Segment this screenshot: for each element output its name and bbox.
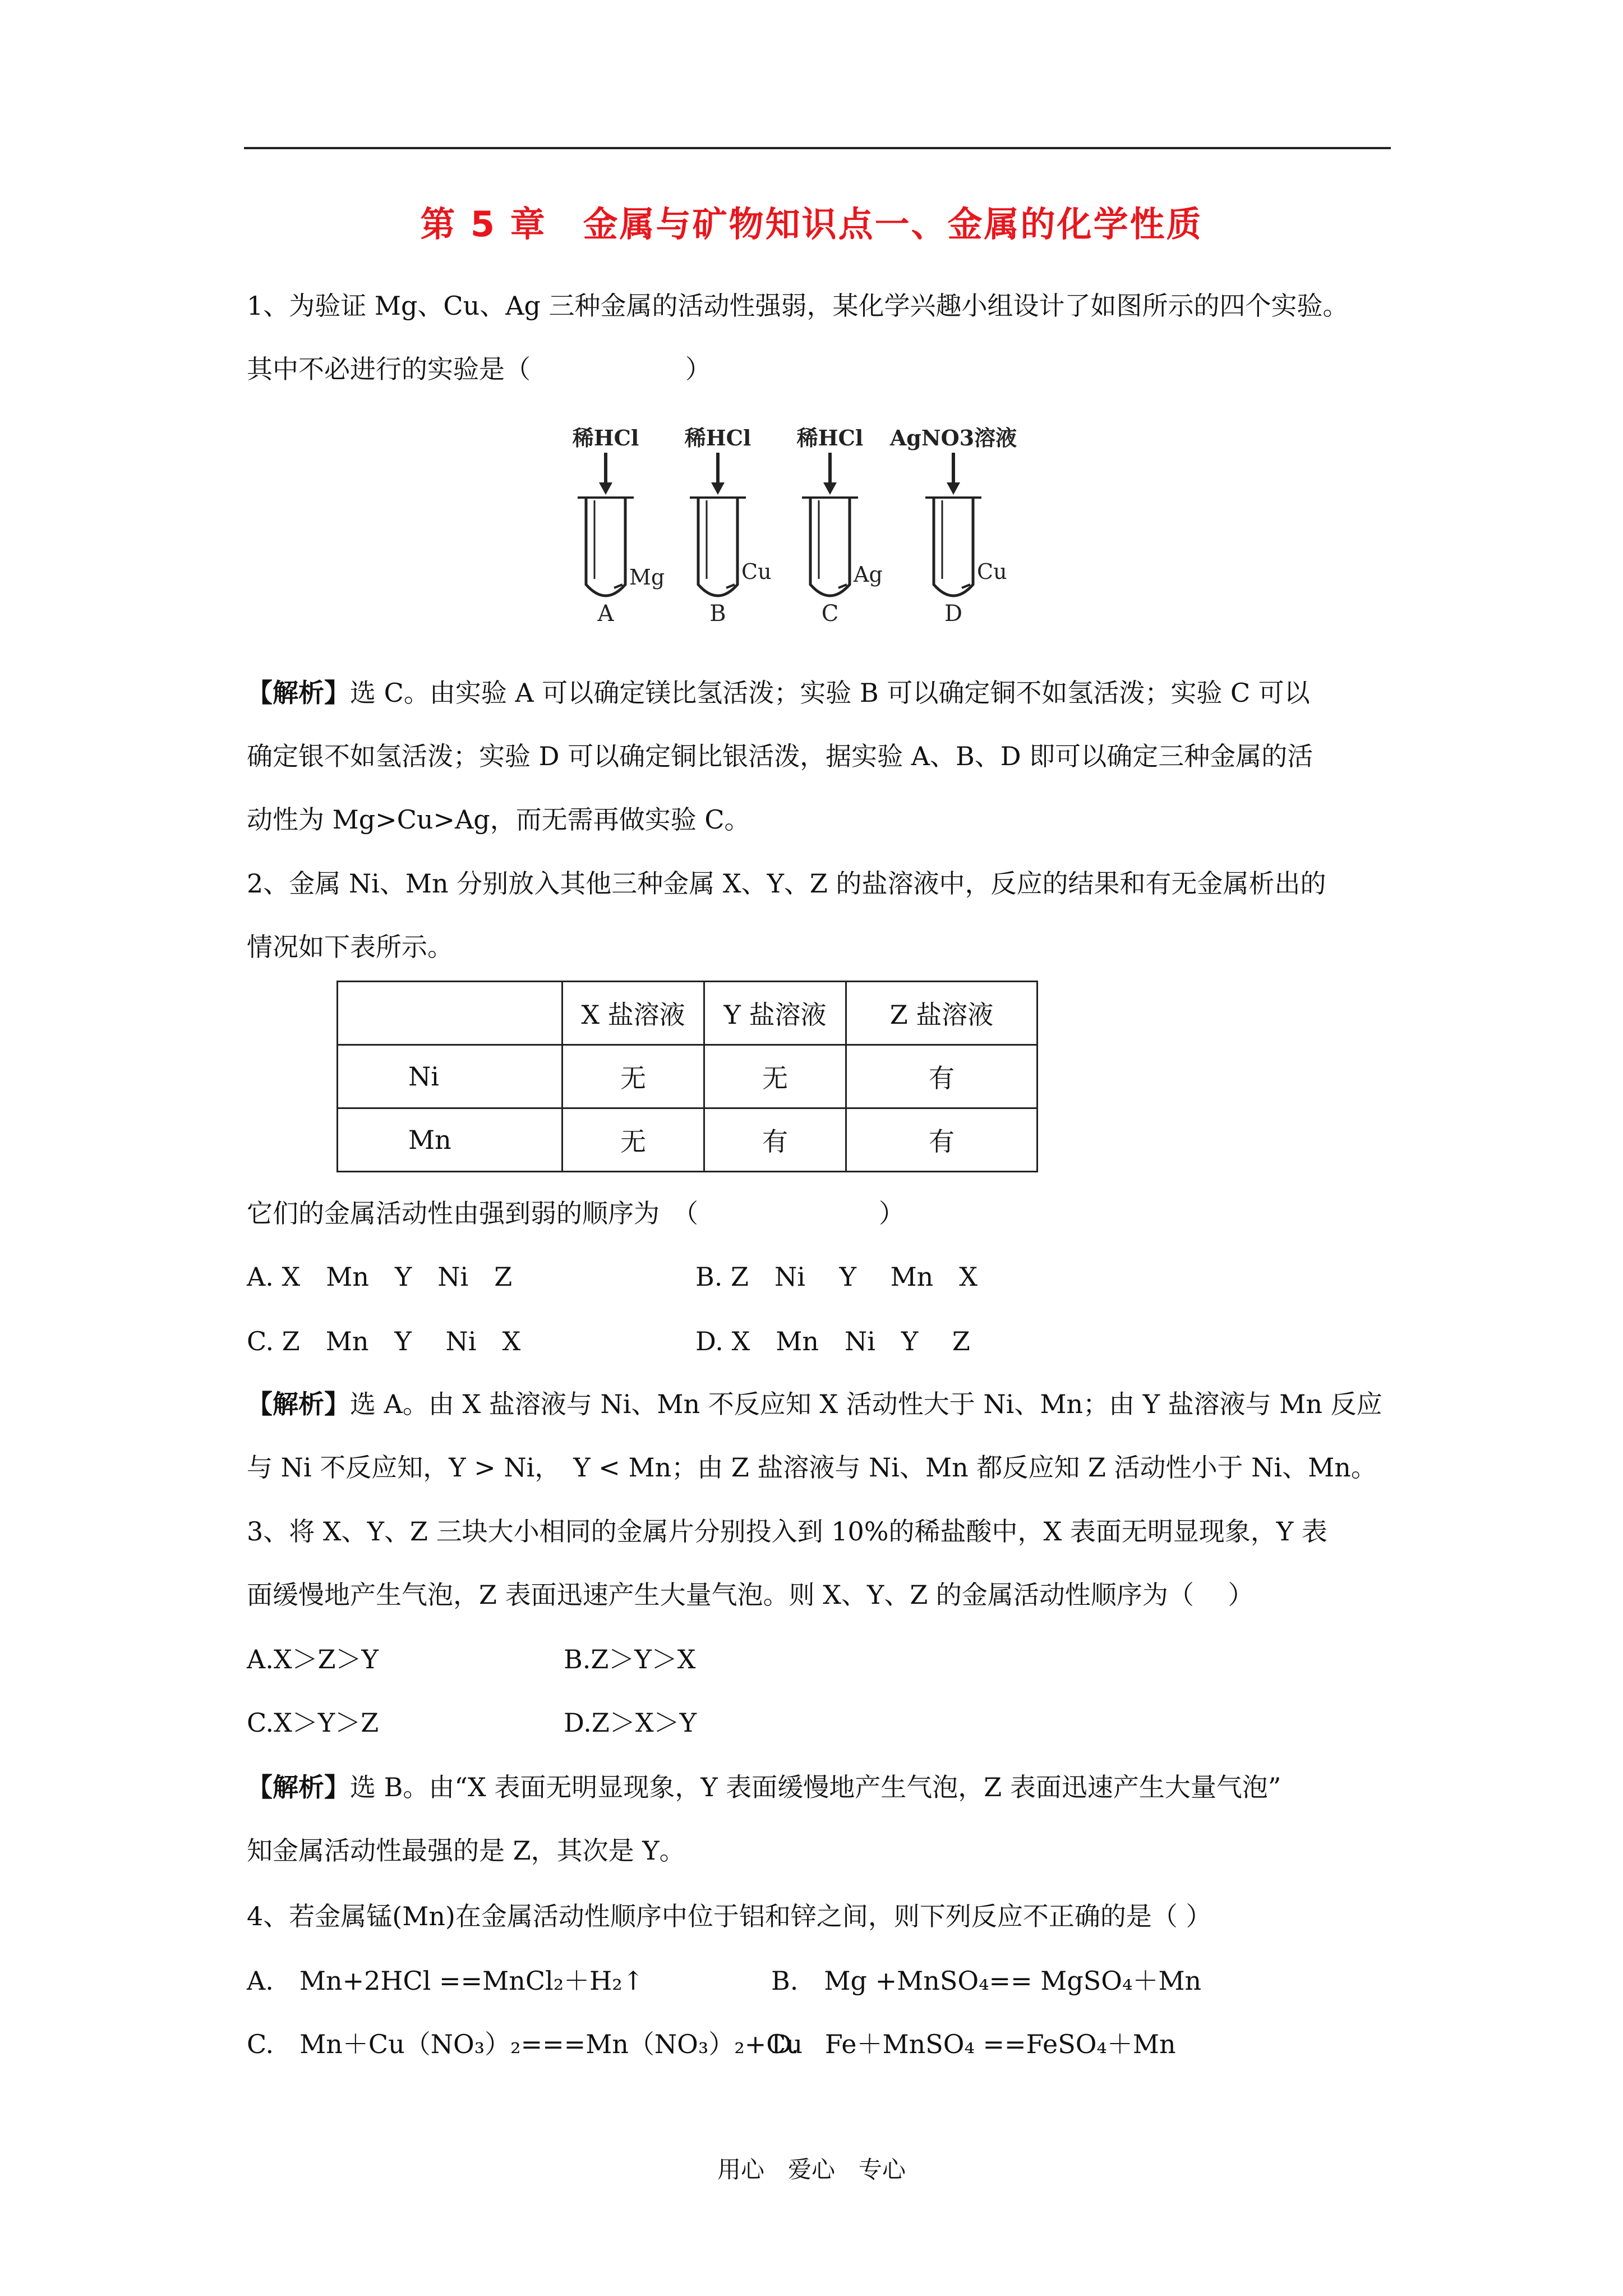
table-cell: 有 [704, 1108, 846, 1172]
table-cell: Mn [338, 1108, 562, 1172]
q3-option-b: B.Z＞Y＞X [564, 1644, 696, 1674]
metal-label-d: Cu [977, 559, 1007, 584]
table-header-cell: X 盐溶液 [562, 982, 704, 1045]
tube-letter-b: B [709, 601, 726, 627]
table-header-cell: Y 盐溶液 [704, 982, 846, 1045]
q2-option-a: A. X Mn Y Ni Z [247, 1262, 513, 1292]
q1-analysis-line1 [247, 680, 1310, 706]
table-cell: 无 [562, 1045, 704, 1108]
reagent-label-d: AgNO3溶液 [889, 425, 1017, 450]
header-rule [244, 147, 1391, 149]
q3-option-c: C.X＞Y＞Z [247, 1708, 379, 1738]
analysis-tag: 【解析】 [247, 678, 350, 708]
table-header-cell [338, 982, 562, 1045]
q3-analysis-line2: 知金属活动性最强的是 Z，其次是 Y。 [247, 1835, 685, 1866]
metal-label-a: Mg [629, 565, 665, 590]
table-cell: 有 [846, 1045, 1038, 1108]
table-cell: 无 [562, 1108, 704, 1172]
q1-text-line1: 1、为验证 Mg、Cu、Ag 三种金属的活动性强弱，某化学兴趣小组设计了如图所示的四个实验。 [247, 291, 1349, 321]
q1-analysis-line3: 动性为 Mg>Cu>Ag，而无需再做实验 C。 [247, 804, 750, 835]
q1-analysis-line2: 确定银不如氢活泼；实验 D 可以确定铜比银活泼，据实验 A、B、D 即可以确定三种金属的活 [247, 741, 1313, 771]
table-header-row [338, 982, 1038, 1045]
q3-analysis-line1 [247, 1774, 1281, 1800]
table-row [338, 1108, 1038, 1172]
q2-analysis-line2: 与 Ni 不反应知，Y > Ni， Y < Mn；由 Z 盐溶液与 Ni、Mn 都反应知 Z 活动性小于 Ni、Mn。 [247, 1452, 1377, 1483]
page-title: 第 5 章 金属与矿物知识点一、金属的化学性质 [420, 204, 1203, 245]
q4-option-a: A. Mn+2HCl ==MnCl₂＋H₂↑ [247, 1966, 644, 1996]
q1-text-line2: 其中不必进行的实验是（ ） [247, 354, 711, 384]
tube-letter-d: D [944, 601, 963, 627]
q4-option-d: D. Fe＋MnSO₄ ==FeSO₄＋Mn [771, 2029, 1176, 2059]
table-row [338, 1045, 1038, 1108]
q2-option-d: D. X Mn Ni Y Z [695, 1326, 970, 1356]
q4-option-b: B. Mg +MnSO₄== MgSO₄＋Mn [771, 1966, 1202, 1996]
analysis-tag: 【解析】 [247, 1772, 350, 1802]
reagent-label-b: 稀HCl [684, 425, 751, 450]
table-cell: Ni [338, 1045, 562, 1108]
q3-option-a: A.X＞Z＞Y [247, 1644, 379, 1674]
test-tube-figure [538, 422, 1054, 635]
reagent-label-a: 稀HCl [572, 425, 639, 450]
tube-c [796, 425, 883, 627]
q3-text-line2: 面缓慢地产生气泡，Z 表面迅速产生大量气泡。则 X、Y、Z 的金属活动性顺序为（ ） [247, 1580, 1254, 1610]
analysis-text: 选 C。由实验 A 可以确定镁比氢活泼；实验 B 可以确定铜不如氢活泼；实验 C 可以 [350, 678, 1310, 708]
q2-option-c: C. Z Mn Y Ni X [247, 1326, 521, 1356]
analysis-text: 选 B。由“X 表面无明显现象，Y 表面缓慢地产生气泡，Z 表面迅速产生大量气泡” [350, 1772, 1281, 1802]
metal-label-c: Ag [854, 562, 883, 587]
tube-b [684, 425, 772, 627]
q3-option-d: D.Z＞X＞Y [564, 1708, 697, 1738]
q3-text-line1: 3、将 X、Y、Z 三块大小相同的金属片分别投入到 10%的稀盐酸中，X 表面无明显现象，Y 表 [247, 1516, 1327, 1547]
tube-letter-c: C [821, 601, 839, 627]
reagent-label-c: 稀HCl [796, 425, 864, 450]
tube-a [572, 425, 665, 627]
table-cell: 有 [846, 1108, 1038, 1172]
reaction-table [336, 981, 1038, 1172]
q2-text-line1: 2、金属 Ni、Mn 分别放入其他三种金属 X、Y、Z 的盐溶液中，反应的结果和有无金属析出的 [247, 868, 1326, 899]
q2-option-b: B. Z Ni Y Mn X [695, 1262, 978, 1292]
q2-text-line2: 情况如下表所示。 [247, 932, 453, 962]
table-cell: 无 [704, 1045, 846, 1108]
analysis-text: 选 A。由 X 盐溶液与 Ni、Mn 不反应知 X 活动性大于 Ni、Mn；由 Y 盐溶液与 Mn 反应 [350, 1389, 1382, 1419]
tube-d [889, 425, 1017, 627]
q4-option-c: C. Mn＋Cu（NO₃）₂===Mn（NO₃）₂+Cu [247, 2029, 803, 2059]
q4-text-line1: 4、若金属锰(Mn)在金属活动性顺序中位于铝和锌之间，则下列反应不正确的是（ ） [247, 1901, 1212, 1931]
q2-analysis-line1 [247, 1391, 1382, 1417]
q2-question: 它们的金属活动性由强到弱的顺序为 （ ） [247, 1198, 905, 1228]
table-header-cell: Z 盐溶液 [846, 982, 1038, 1045]
analysis-tag: 【解析】 [247, 1389, 350, 1419]
page-footer: 用心 爱心 专心 [717, 2156, 906, 2183]
metal-label-b: Cu [741, 559, 772, 584]
tube-letter-a: A [597, 601, 614, 627]
